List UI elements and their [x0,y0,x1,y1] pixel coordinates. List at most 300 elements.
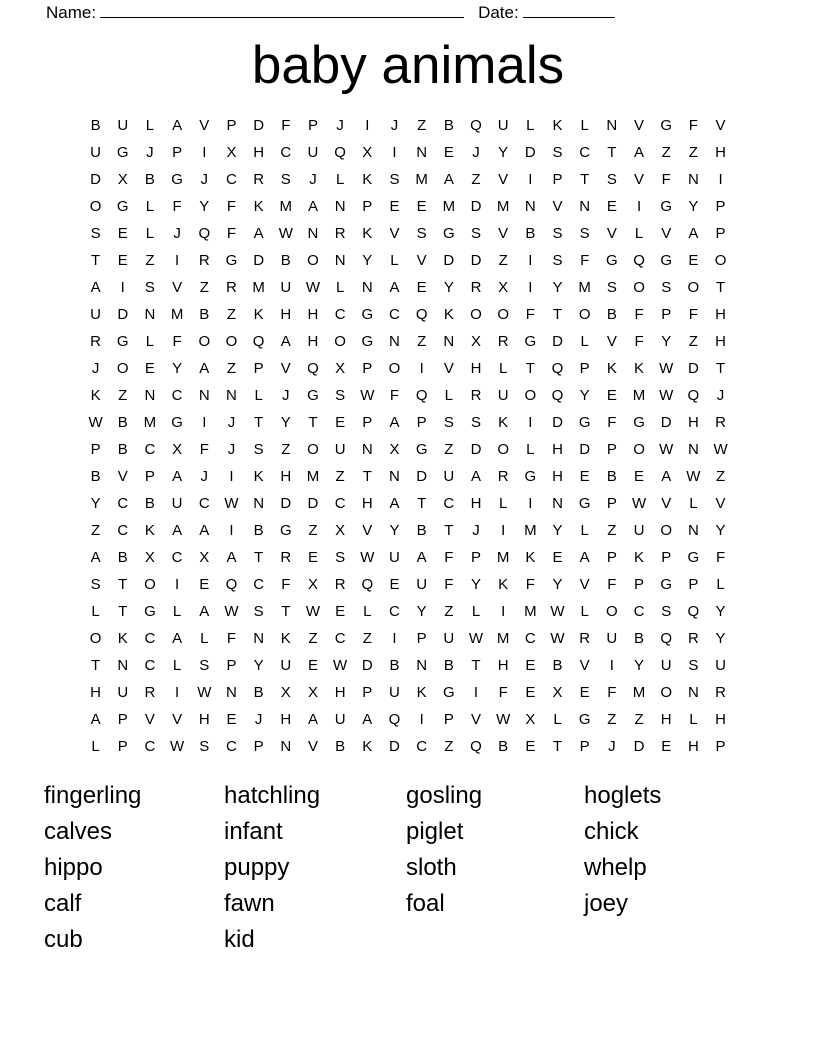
grid-cell[interactable]: U [280,279,292,296]
grid-cell[interactable]: E [335,414,346,431]
grid-cell[interactable]: C [226,738,237,755]
grid-cell[interactable]: P [253,738,264,755]
grid-cell[interactable]: R [579,630,591,647]
grid-cell[interactable]: A [172,522,183,539]
grid-cell[interactable]: L [580,333,589,350]
grid-cell[interactable]: E [579,468,590,485]
grid-cell[interactable]: L [335,171,345,188]
grid-cell[interactable]: O [633,279,645,296]
grid-cell[interactable]: A [172,468,183,485]
grid-cell[interactable]: A [199,522,210,539]
grid-cell[interactable]: F [281,576,291,593]
grid-cell[interactable]: P [307,117,318,134]
grid-cell[interactable]: V [172,711,183,728]
grid-cell[interactable]: E [552,549,563,566]
grid-cell[interactable]: F [444,576,454,593]
grid-cell[interactable]: U [443,468,455,485]
grid-cell[interactable]: N [552,495,563,512]
grid-cell[interactable]: B [199,306,210,323]
grid-cell[interactable]: B [253,522,264,539]
grid-cell[interactable]: P [416,414,427,431]
grid-cell[interactable]: Y [634,657,645,674]
grid-cell[interactable]: L [91,603,100,620]
grid-cell[interactable]: L [689,495,698,512]
grid-cell[interactable]: Z [471,171,481,188]
grid-cell[interactable]: W [305,603,321,620]
grid-cell[interactable]: Z [417,117,427,134]
grid-cell[interactable]: N [416,657,428,674]
grid-cell[interactable]: Z [444,738,454,755]
grid-cell[interactable]: E [525,738,536,755]
grid-cell[interactable]: A [579,549,590,566]
grid-cell[interactable]: N [687,522,699,539]
grid-cell[interactable]: L [580,603,589,620]
grid-cell[interactable]: N [579,198,591,215]
grid-cell[interactable]: Z [91,522,101,539]
grid-cell[interactable]: Y [470,576,481,593]
grid-cell[interactable]: K [362,171,373,188]
grid-cell[interactable]: K [253,468,264,485]
grid-cell[interactable]: N [334,198,346,215]
grid-cell[interactable]: Y [416,603,427,620]
grid-cell[interactable]: Y [552,279,563,296]
grid-cell[interactable]: R [280,549,292,566]
grid-cell[interactable]: S [579,225,590,242]
grid-cell[interactable]: H [552,468,563,485]
grid-cell[interactable]: S [199,738,210,755]
grid-cell[interactable]: H [552,441,563,458]
grid-cell[interactable]: S [606,279,617,296]
grid-cell[interactable]: O [334,333,346,350]
grid-cell[interactable]: Y [715,522,726,539]
grid-cell[interactable]: J [716,387,725,404]
grid-cell[interactable]: N [687,171,699,188]
grid-cell[interactable]: E [416,198,427,215]
grid-cell[interactable]: D [552,333,563,350]
grid-cell[interactable]: P [470,549,481,566]
grid-cell[interactable]: K [117,630,128,647]
grid-cell[interactable]: V [715,495,726,512]
grid-cell[interactable]: R [715,684,726,701]
grid-cell[interactable]: Z [417,333,427,350]
grid-cell[interactable]: N [144,306,156,323]
grid-cell[interactable]: Q [660,630,673,647]
grid-cell[interactable]: D [416,468,428,485]
grid-cell[interactable]: E [307,657,318,674]
grid-cell[interactable]: Q [470,738,482,755]
grid-cell[interactable]: L [363,603,372,620]
grid-cell[interactable]: R [334,225,346,242]
grid-cell[interactable]: Q [415,306,428,323]
grid-cell[interactable]: B [144,171,155,188]
grid-cell[interactable]: F [281,117,291,134]
grid-cell[interactable]: B [280,252,291,269]
grid-cell[interactable]: H [90,684,101,701]
grid-cell[interactable]: V [172,279,183,296]
grid-cell[interactable]: R [715,414,726,431]
grid-cell[interactable]: B [90,468,101,485]
grid-cell[interactable]: I [609,657,614,674]
grid-cell[interactable]: A [416,549,427,566]
grid-cell[interactable]: W [333,657,348,674]
grid-cell[interactable]: H [280,711,292,728]
grid-cell[interactable]: A [172,117,183,134]
grid-cell[interactable]: X [144,549,155,566]
grid-cell[interactable]: Z [145,252,155,269]
grid-cell[interactable]: K [498,576,509,593]
grid-cell[interactable]: A [90,711,101,728]
grid-cell[interactable]: K [606,360,617,377]
grid-cell[interactable]: F [172,333,182,350]
grid-cell[interactable]: N [606,117,618,134]
grid-cell[interactable]: K [634,549,645,566]
grid-cell[interactable]: A [688,225,699,242]
grid-cell[interactable]: T [471,657,481,674]
grid-cell[interactable]: T [552,306,563,323]
grid-cell[interactable]: Q [307,360,319,377]
grid-cell[interactable]: N [226,684,237,701]
grid-cell[interactable]: L [145,117,155,134]
grid-cell[interactable]: C [334,630,346,647]
grid-cell[interactable]: S [470,225,481,242]
grid-cell[interactable]: M [578,279,591,296]
grid-cell[interactable]: S [470,414,481,431]
grid-cell[interactable]: F [172,198,182,215]
grid-cell[interactable]: D [117,306,129,323]
grid-cell[interactable]: K [362,738,373,755]
grid-cell[interactable]: M [143,414,157,431]
grid-cell[interactable]: D [90,171,101,188]
grid-cell[interactable]: L [553,711,562,728]
grid-cell[interactable]: T [362,468,372,485]
grid-cell[interactable]: L [145,225,155,242]
word-list-item[interactable]: piglet [406,818,464,845]
grid-cell[interactable]: M [306,468,320,485]
grid-cell[interactable]: A [172,630,183,647]
grid-cell[interactable]: L [498,360,508,377]
grid-cell[interactable]: U [117,117,129,134]
grid-cell[interactable]: S [335,387,346,404]
grid-cell[interactable]: E [443,144,454,161]
grid-cell[interactable]: U [334,711,346,728]
grid-cell[interactable]: L [200,630,209,647]
grid-cell[interactable]: I [419,360,424,377]
grid-cell[interactable]: W [360,387,375,404]
grid-cell[interactable]: A [470,468,481,485]
grid-cell[interactable]: J [227,441,236,458]
grid-cell[interactable]: N [226,387,237,404]
grid-cell[interactable]: U [497,117,509,134]
word-list-item[interactable]: whelp [584,854,647,881]
grid-cell[interactable]: Z [607,711,617,728]
grid-cell[interactable]: H [715,333,726,350]
grid-cell[interactable]: J [254,711,263,728]
grid-cell[interactable]: K [280,630,291,647]
grid-cell[interactable]: V [606,333,617,350]
grid-cell[interactable]: E [525,657,536,674]
name-input-rule[interactable] [100,2,464,18]
grid-cell[interactable]: G [279,522,292,539]
grid-cell[interactable]: Z [226,360,237,377]
grid-cell[interactable]: X [172,441,183,458]
grid-cell[interactable]: I [229,468,234,485]
grid-cell[interactable]: L [390,252,399,269]
grid-cell[interactable]: A [307,711,318,728]
grid-cell[interactable]: C [144,738,156,755]
grid-cell[interactable]: R [497,468,509,485]
grid-cell[interactable]: P [253,360,264,377]
grid-cell[interactable]: W [496,711,511,728]
grid-cell[interactable]: Y [389,522,400,539]
grid-cell[interactable]: D [633,738,645,755]
grid-cell[interactable]: G [578,711,591,728]
grid-cell[interactable]: O [633,441,645,458]
grid-cell[interactable]: B [525,225,536,242]
grid-cell[interactable]: D [280,495,292,512]
grid-cell[interactable]: C [334,306,346,323]
grid-cell[interactable]: F [226,630,237,647]
grid-cell[interactable]: O [524,387,537,404]
grid-cell[interactable]: R [144,684,156,701]
grid-cell[interactable]: X [470,333,481,350]
grid-cell[interactable]: M [415,171,428,188]
grid-cell[interactable]: Q [551,360,564,377]
grid-cell[interactable]: D [687,360,699,377]
grid-cell[interactable]: D [470,252,482,269]
grid-cell[interactable]: F [389,387,400,404]
grid-cell[interactable]: B [253,684,264,701]
grid-cell[interactable]: J [336,117,344,134]
grid-cell[interactable]: C [416,738,428,755]
grid-cell[interactable]: X [498,279,509,296]
grid-cell[interactable]: L [172,603,182,620]
grid-cell[interactable]: U [443,630,455,647]
grid-cell[interactable]: P [117,738,128,755]
grid-cell[interactable]: Y [552,576,563,593]
grid-cell[interactable]: S [552,252,563,269]
grid-cell[interactable]: W [659,360,674,377]
grid-cell[interactable]: G [578,414,591,431]
grid-cell[interactable]: G [361,306,374,323]
grid-cell[interactable]: V [498,171,509,188]
grid-cell[interactable]: E [416,279,427,296]
word-list-item[interactable]: fingerling [44,782,142,809]
grid-cell[interactable]: P [226,117,237,134]
grid-cell[interactable]: U [715,657,726,674]
grid-cell[interactable]: I [501,522,506,539]
grid-cell[interactable]: T [525,360,535,377]
grid-cell[interactable]: D [552,414,563,431]
grid-cell[interactable]: K [416,684,427,701]
grid-cell[interactable]: P [117,711,128,728]
grid-cell[interactable]: Z [308,630,318,647]
grid-cell[interactable]: O [470,306,482,323]
grid-cell[interactable]: C [171,387,183,404]
grid-cell[interactable]: Q [388,711,401,728]
grid-cell[interactable]: L [498,495,508,512]
grid-cell[interactable]: R [687,630,699,647]
grid-cell[interactable]: X [552,684,563,701]
grid-cell[interactable]: A [634,144,645,161]
grid-cell[interactable]: Z [607,522,617,539]
grid-cell[interactable]: E [117,252,128,269]
grid-cell[interactable]: P [552,171,563,188]
grid-cell[interactable]: Z [688,333,698,350]
grid-cell[interactable]: Y [443,279,454,296]
grid-cell[interactable]: E [634,468,645,485]
grid-cell[interactable]: T [444,522,454,539]
grid-cell[interactable]: I [202,414,207,431]
grid-cell[interactable]: O [89,198,102,215]
grid-cell[interactable]: T [417,495,427,512]
grid-cell[interactable]: W [360,549,375,566]
grid-cell[interactable]: L [335,279,345,296]
grid-cell[interactable]: T [308,414,318,431]
grid-cell[interactable]: Q [687,603,700,620]
grid-cell[interactable]: V [443,360,454,377]
grid-cell[interactable]: A [362,711,373,728]
grid-cell[interactable]: A [90,279,101,296]
grid-cell[interactable]: N [416,144,428,161]
grid-cell[interactable]: U [660,657,672,674]
grid-cell[interactable]: H [253,144,265,161]
grid-cell[interactable]: W [659,441,674,458]
grid-cell[interactable]: P [90,441,101,458]
grid-cell[interactable]: H [497,657,509,674]
grid-cell[interactable]: U [171,495,183,512]
word-list-item[interactable]: calf [44,890,82,917]
grid-cell[interactable]: M [170,306,184,323]
grid-cell[interactable]: V [307,738,318,755]
grid-cell[interactable]: V [634,171,645,188]
grid-cell[interactable]: S [661,603,672,620]
grid-cell[interactable]: S [389,171,400,188]
grid-cell[interactable]: I [365,117,370,134]
grid-cell[interactable]: N [389,468,400,485]
grid-cell[interactable]: T [552,738,563,755]
grid-cell[interactable]: O [307,252,319,269]
grid-cell[interactable]: R [198,252,210,269]
grid-cell[interactable]: M [442,198,456,215]
grid-cell[interactable]: C [117,495,129,512]
grid-cell[interactable]: H [198,711,210,728]
grid-cell[interactable]: X [280,684,291,701]
grid-cell[interactable]: W [88,414,103,431]
grid-cell[interactable]: D [524,144,536,161]
grid-cell[interactable]: S [335,549,346,566]
grid-cell[interactable]: F [498,684,508,701]
grid-cell[interactable]: I [528,279,533,296]
grid-cell[interactable]: E [606,198,617,215]
grid-cell[interactable]: A [280,333,291,350]
grid-cell[interactable]: V [117,468,128,485]
grid-cell[interactable]: I [473,684,479,701]
grid-cell[interactable]: O [578,306,591,323]
grid-cell[interactable]: W [278,225,293,242]
grid-cell[interactable]: H [361,495,373,512]
grid-cell[interactable]: B [335,738,346,755]
grid-cell[interactable]: E [144,360,155,377]
grid-cell[interactable]: Q [415,387,428,404]
grid-cell[interactable]: C [334,495,346,512]
grid-cell[interactable]: N [687,441,699,458]
word-list-item[interactable]: hoglets [584,782,662,809]
grid-cell[interactable]: Y [715,603,726,620]
grid-cell[interactable]: P [715,225,726,242]
grid-cell[interactable]: F [525,306,535,323]
grid-cell[interactable]: O [198,333,211,350]
word-list-item[interactable]: hippo [44,854,103,881]
grid-cell[interactable]: K [443,306,454,323]
grid-cell[interactable]: M [279,198,293,215]
grid-cell[interactable]: T [254,549,264,566]
grid-cell[interactable]: I [392,630,397,647]
grid-cell[interactable]: S [90,225,101,242]
grid-cell[interactable]: Q [470,117,482,134]
grid-cell[interactable]: R [226,279,237,296]
grid-cell[interactable]: A [389,414,400,431]
grid-cell[interactable]: G [524,468,537,485]
grid-cell[interactable]: S [661,279,672,296]
grid-cell[interactable]: H [715,306,726,323]
grid-cell[interactable]: E [688,252,699,269]
grid-cell[interactable]: Y [280,414,291,431]
grid-cell[interactable]: A [199,603,210,620]
grid-cell[interactable]: Q [225,576,238,593]
grid-cell[interactable]: E [226,711,237,728]
grid-cell[interactable]: G [116,333,129,350]
grid-cell[interactable]: G [660,252,673,269]
grid-cell[interactable]: S [253,441,264,458]
grid-cell[interactable]: N [117,657,129,674]
grid-cell[interactable]: H [715,144,726,161]
grid-cell[interactable]: D [389,738,400,755]
grid-cell[interactable]: X [362,144,373,161]
grid-cell[interactable]: P [606,441,617,458]
grid-cell[interactable]: S [253,603,264,620]
grid-cell[interactable]: R [470,279,482,296]
grid-cell[interactable]: X [226,144,237,161]
grid-cell[interactable]: O [89,630,102,647]
grid-cell[interactable]: F [688,306,698,323]
grid-cell[interactable]: V [416,252,427,269]
grid-cell[interactable]: O [497,306,509,323]
grid-cell[interactable]: P [715,738,726,755]
grid-cell[interactable]: V [362,522,373,539]
word-list-item[interactable]: kid [224,926,255,953]
grid-cell[interactable]: Z [715,468,726,485]
grid-cell[interactable]: B [606,468,617,485]
grid-cell[interactable]: Y [90,495,101,512]
grid-cell[interactable]: W [631,495,647,512]
grid-cell[interactable]: F [688,117,698,134]
grid-cell[interactable]: L [689,711,698,728]
grid-cell[interactable]: C [171,549,183,566]
grid-cell[interactable]: H [334,684,346,701]
grid-cell[interactable]: E [389,576,400,593]
grid-cell[interactable]: K [144,522,155,539]
grid-cell[interactable]: N [334,252,346,269]
grid-cell[interactable]: H [470,360,482,377]
grid-cell[interactable]: C [144,441,156,458]
grid-cell[interactable]: D [307,495,319,512]
grid-cell[interactable]: S [90,576,101,593]
grid-cell[interactable]: N [253,495,265,512]
grid-cell[interactable]: P [144,468,155,485]
grid-cell[interactable]: T [91,252,101,269]
grid-cell[interactable]: P [579,360,590,377]
grid-cell[interactable]: F [607,684,617,701]
